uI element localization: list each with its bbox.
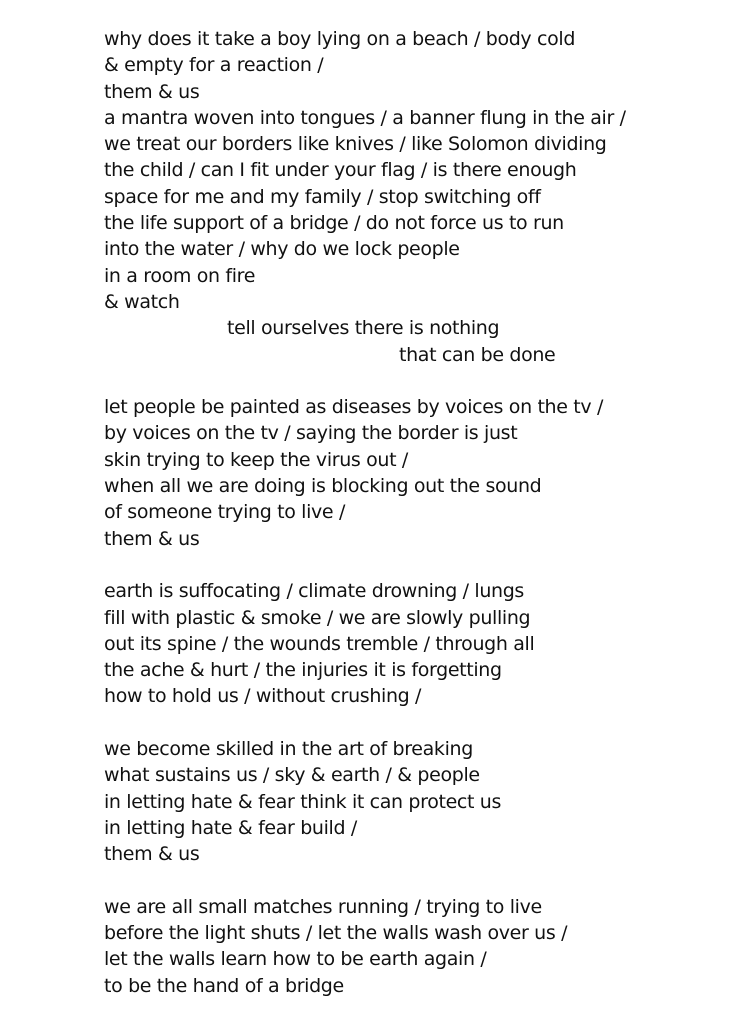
stanza-4 (104, 736, 734, 867)
poem-line: them & us (104, 527, 200, 550)
poem-line: them & us (104, 80, 200, 103)
stanza-5 (104, 894, 734, 999)
poem-line: fill with plastic & smoke / we are slowly pulling (104, 606, 531, 629)
poem-line: when all we are doing is blocking out the sound (104, 475, 542, 498)
poem-line: & watch (104, 290, 180, 313)
poem-line: the child / can I fit under your flag / is there enough (104, 159, 577, 182)
poem-line: of someone trying to live / (104, 501, 345, 524)
stanza-1 (104, 26, 734, 368)
poem-line: out its spine / the wounds tremble / through all (104, 632, 535, 655)
poem-line: them & us (104, 843, 200, 866)
poem-line: into the water / why do we lock people (104, 238, 460, 261)
poem-line: the life support of a bridge / do not force us to run (104, 212, 564, 235)
poem-line: & empty for a reaction / (104, 54, 324, 77)
poem-line: let the walls learn how to be earth again / (104, 948, 487, 971)
poem-line: before the light shuts / let the walls wash over us / (104, 922, 568, 945)
poem-line: in letting hate & fear build / (104, 816, 357, 839)
poem-line: space for me and my family / stop switching off (104, 185, 541, 208)
stanza-2 (104, 394, 734, 552)
poem-line: what sustains us / sky & earth / & people (104, 764, 480, 787)
poem-line: we treat our borders like knives / like Solomon dividing (104, 133, 607, 156)
poem-line: a mantra woven into tongues / a banner flung in the air / (104, 106, 626, 129)
poem-line: let people be painted as diseases by voices on the tv / (104, 396, 604, 419)
poem-line: we become skilled in the art of breaking (104, 738, 473, 761)
poem-line-indented: tell ourselves there is nothing (227, 317, 500, 340)
poem-line: we are all small matches running / trying to live (104, 895, 542, 918)
poem-line: the ache & hurt / the injuries it is forgetting (104, 659, 502, 682)
stanza-3 (104, 578, 734, 709)
poem-line: in a room on fire (104, 264, 256, 287)
poem-line: skin trying to keep the virus out / (104, 448, 408, 471)
poem-line: to be the hand of a bridge (104, 974, 344, 997)
poem-line: why does it take a boy lying on a beach / body cold (104, 28, 576, 50)
poem-line: by voices on the tv / saying the border is just (104, 422, 518, 445)
poem-line: earth is suffocating / climate drowning / lungs (104, 580, 524, 603)
poem-line: in letting hate & fear think it can protect us (104, 790, 502, 813)
poem-line-indented: that can be done (399, 343, 556, 366)
poem-line: how to hold us / without crushing / (104, 685, 422, 708)
poem-body (104, 26, 734, 999)
